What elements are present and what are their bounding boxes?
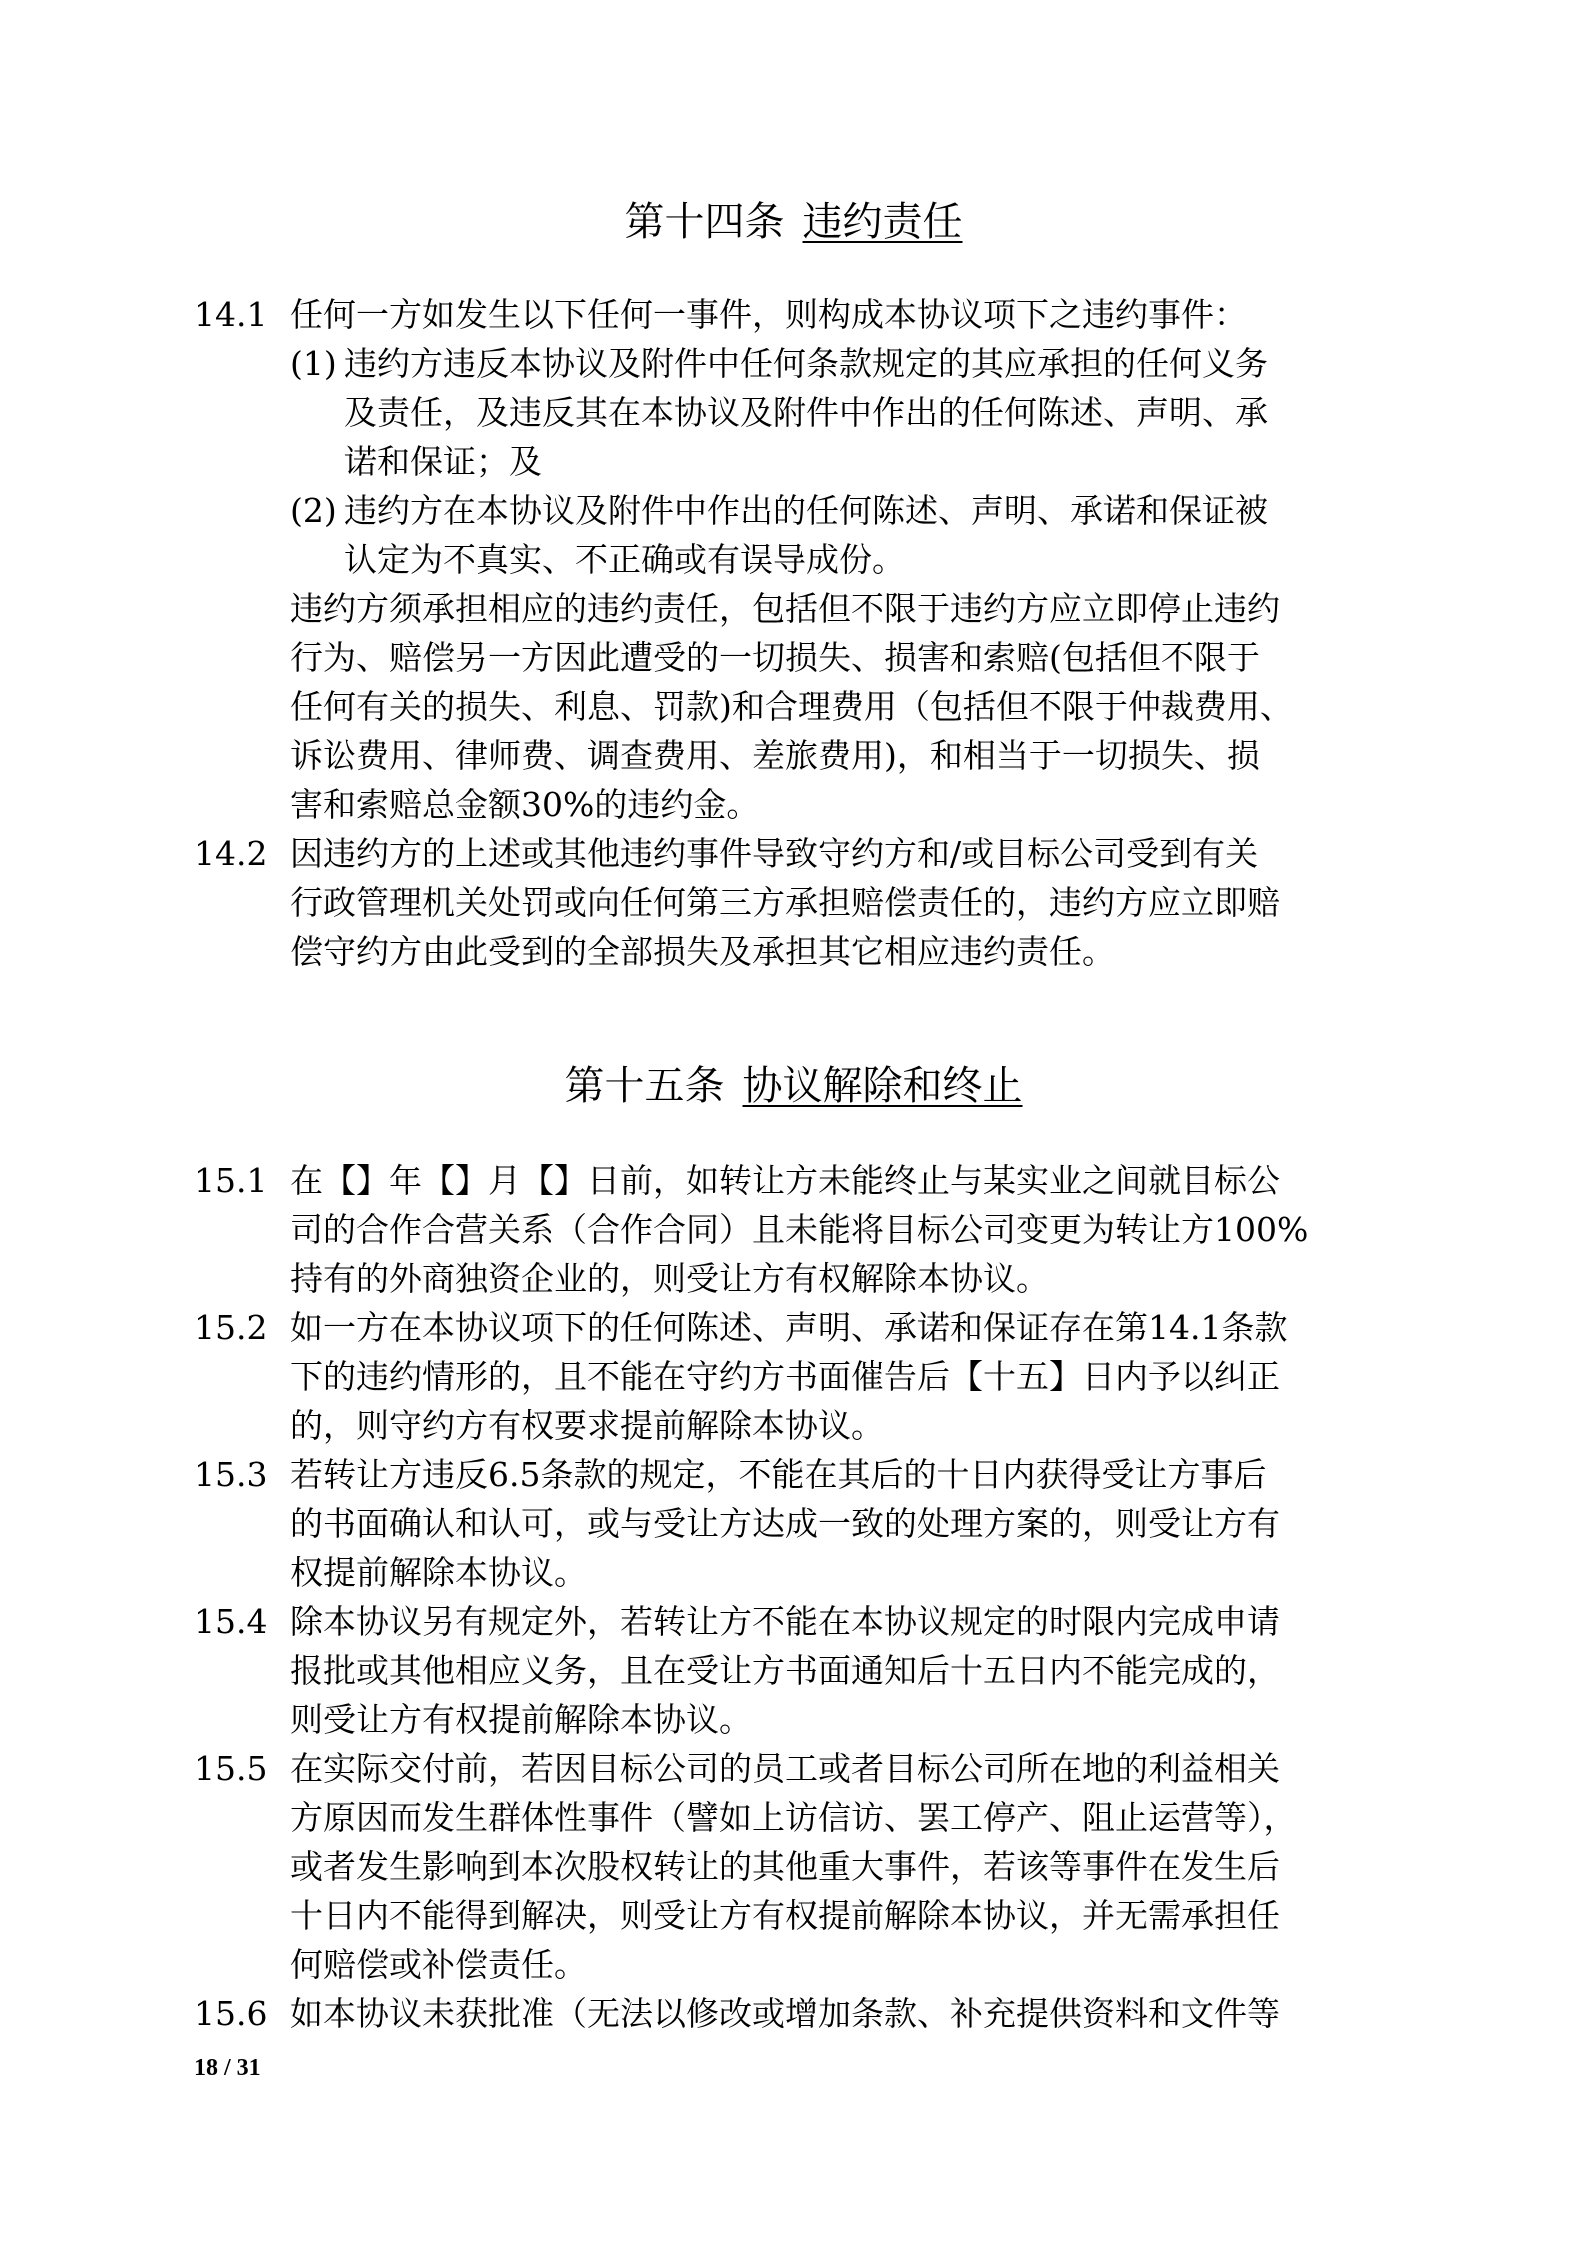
clause-line: 在【】年【】月【】日前，如转让方未能终止与某实业之间就目标公	[290, 1161, 1280, 1200]
page-number	[194, 2055, 261, 2082]
item-line: 认定为不真实、不正确或有误导成份。	[344, 540, 905, 579]
clause-number: 14.1	[194, 295, 268, 334]
page-total: 31	[236, 2055, 261, 2081]
paragraph-line: 害和索赔总金额30%的违约金。	[290, 785, 760, 824]
clause-line: 除本协议另有规定外，若转让方不能在本协议规定的时限内完成申请	[290, 1602, 1280, 1641]
clause-number: 15.4	[194, 1602, 268, 1641]
item-label: (2)	[290, 491, 337, 530]
clause-line: 司的合作合营关系（合作合同）且未能将目标公司变更为转让方100%	[290, 1210, 1309, 1249]
page-separator: /	[218, 2055, 237, 2081]
item-line: 违约方在本协议及附件中作出的任何陈述、声明、承诺和保证被	[344, 491, 1268, 530]
article-14-title: 违约责任	[802, 199, 963, 245]
clause-line: 偿守约方由此受到的全部损失及承担其它相应违约责任。	[290, 932, 1115, 971]
article-14-heading	[0, 196, 1587, 248]
clause-14-1-item-2	[290, 486, 1402, 584]
clause-line: 如一方在本协议项下的任何陈述、声明、承诺和保证存在第14.1条款	[290, 1308, 1288, 1347]
clause-14-1-liability-paragraph	[290, 584, 1402, 829]
clause-number: 15.1	[194, 1161, 268, 1200]
clause-line: 方原因而发生群体性事件（譬如上访信访、罢工停产、阻止运营等），	[290, 1798, 1297, 1837]
clause-line: 因违约方的上述或其他违约事件导致守约方和/或目标公司受到有关	[290, 834, 1259, 873]
clause-line: 若转让方违反6.5条款的规定，不能在其后的十日内获得受让方事后	[290, 1455, 1267, 1494]
clause-number: 15.6	[194, 1994, 268, 2033]
article-14-number: 第十四条	[624, 199, 785, 245]
clause-line: 则受让方有权提前解除本协议。	[290, 1700, 752, 1739]
clause-number: 15.5	[194, 1749, 268, 1788]
paragraph-line: 违约方须承担相应的违约责任，包括但不限于违约方应立即停止违约	[290, 589, 1280, 628]
page-current: 18	[194, 2055, 218, 2081]
clause-line: 在实际交付前，若因目标公司的员工或者目标公司所在地的利益相关	[290, 1749, 1280, 1788]
clause-15-1	[194, 1156, 1404, 1303]
clause-line: 或者发生影响到本次股权转让的其他重大事件，若该等事件在发生后	[290, 1847, 1280, 1886]
clause-14-1	[194, 290, 1404, 339]
clause-line: 的书面确认和认可，或与受让方达成一致的处理方案的，则受让方有	[290, 1504, 1280, 1543]
item-line: 违约方违反本协议及附件中任何条款规定的其应承担的任何义务	[344, 344, 1268, 383]
clause-15-5	[194, 1744, 1404, 1989]
clause-line: 下的违约情形的，且不能在守约方书面催告后【十五】日内予以纠正	[290, 1357, 1280, 1396]
clause-number: 15.2	[194, 1308, 268, 1347]
paragraph-line: 诉讼费用、律师费、调查费用、差旅费用)，和相当于一切损失、损	[290, 736, 1260, 775]
item-label: (1)	[290, 344, 337, 383]
clause-line: 的，则守约方有权要求提前解除本协议。	[290, 1406, 884, 1445]
clause-line: 任何一方如发生以下任何一事件，则构成本协议项下之违约事件：	[290, 295, 1247, 334]
paragraph-line: 任何有关的损失、利息、罚款)和合理费用（包括但不限于仲裁费用、	[290, 687, 1293, 726]
article-15-number: 第十五条	[564, 1063, 725, 1109]
clause-number: 14.2	[194, 834, 268, 873]
clause-line: 行政管理机关处罚或向任何第三方承担赔偿责任的，违约方应立即赔	[290, 883, 1280, 922]
paragraph-line: 行为、赔偿另一方因此遭受的一切损失、损害和索赔(包括但不限于	[290, 638, 1260, 677]
clause-15-2	[194, 1303, 1404, 1450]
clause-line: 十日内不能得到解决，则受让方有权提前解除本协议，并无需承担任	[290, 1896, 1280, 1935]
clause-line: 何赔偿或补偿责任。	[290, 1945, 587, 1984]
item-line: 及责任，及违反其在本协议及附件中作出的任何陈述、声明、承	[344, 393, 1268, 432]
clause-line: 如本协议未获批准（无法以修改或增加条款、补充提供资料和文件等	[290, 1994, 1280, 2033]
clause-line: 报批或其他相应义务，且在受让方书面通知后十五日内不能完成的，	[290, 1651, 1280, 1690]
clause-number: 15.3	[194, 1455, 268, 1494]
clause-14-2	[194, 829, 1404, 976]
clause-14-1-item-1	[290, 339, 1402, 486]
article-15-title: 协议解除和终止	[742, 1063, 1023, 1109]
article-15-heading	[0, 1060, 1587, 1112]
clause-15-6	[194, 1989, 1404, 2038]
clause-15-3	[194, 1450, 1404, 1597]
clause-15-4	[194, 1597, 1404, 1744]
item-line: 诺和保证；及	[344, 442, 542, 481]
clause-line: 持有的外商独资企业的，则受让方有权解除本协议。	[290, 1259, 1049, 1298]
clause-line: 权提前解除本协议。	[290, 1553, 587, 1592]
